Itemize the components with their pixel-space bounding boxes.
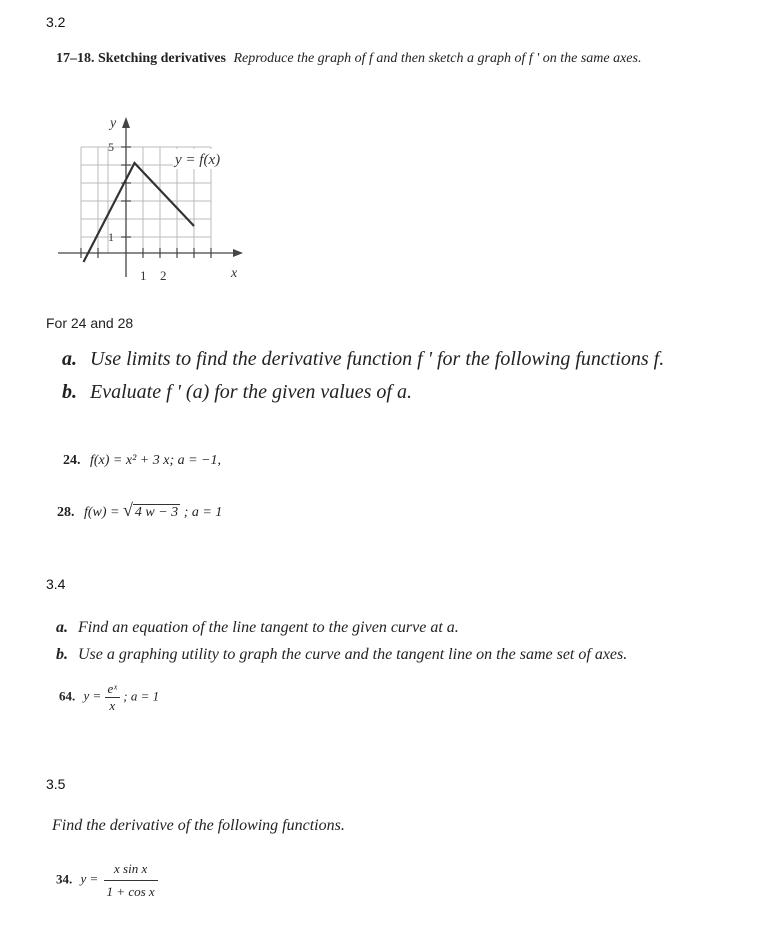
problem-34-lhs: y = — [80, 871, 99, 887]
sketch-problem-heading: Sketching derivatives — [98, 51, 226, 66]
instruction-a-label: a. — [62, 348, 77, 370]
instruction-a-3-4-label: a. — [56, 619, 68, 636]
problem-64-rest: ; a = 1 — [123, 688, 160, 704]
problem-64-lhs: y = — [83, 688, 102, 704]
curve-label: y = f(x) — [175, 152, 221, 168]
sketch-problem-statement — [56, 51, 641, 67]
sketch-problem-number: 17–18. — [56, 51, 95, 66]
instruction-a-text: Use limits to find the derivative function f ' for the following functions f. — [90, 348, 665, 370]
problem-34 — [56, 861, 158, 900]
instruction-b-3-4-label: b. — [56, 646, 68, 663]
problem-28-number: 28. — [57, 505, 75, 520]
instruction-a-3-4-text: Find an equation of the line tangent to the given curve at a. — [78, 619, 459, 636]
x-tick-label-1: 1 — [140, 268, 147, 283]
y-axis-label: y — [110, 116, 117, 131]
instruction-b-24-28 — [62, 381, 412, 404]
problem-24-expression: f(x) = x² + 3 x; a = −1, — [90, 453, 222, 468]
instruction-3-5: Find the derivative of the following functions. — [52, 817, 345, 834]
sketch-problem-instruction: Reproduce the graph of f and then sketch a graph of f ' on the same axes. — [233, 51, 642, 66]
problem-24 — [63, 453, 221, 469]
instruction-a-24-28 — [62, 348, 664, 371]
x-axis-arrow-icon — [233, 249, 243, 257]
problem-28-rest: ; a = 1 — [183, 505, 223, 520]
instruction-b-text: Evaluate f ' (a) for the given values of a. — [90, 381, 412, 403]
problem-64-numerator: eˣ — [107, 681, 117, 696]
instruction-b-3-4 — [56, 646, 627, 664]
problem-64-number: 64. — [59, 688, 76, 704]
problem-34-numerator: x sin x — [114, 861, 148, 876]
y-tick-label-1: 1 — [108, 230, 114, 244]
group-header-24-28: For 24 and 28 — [46, 315, 134, 331]
problem-28 — [57, 500, 222, 521]
graph-y-equals-f-of-x — [50, 105, 260, 285]
y-axis-arrow-icon — [122, 117, 130, 128]
section-heading-3-5: 3.5 — [46, 776, 66, 792]
x-tick-label-2: 2 — [160, 268, 167, 283]
radical-sign-icon: √ — [123, 500, 133, 520]
problem-64-fraction — [105, 681, 120, 714]
problem-34-number: 34. — [56, 871, 73, 887]
problem-34-denominator: 1 + cos x — [104, 880, 158, 900]
x-axis-label: x — [231, 266, 238, 281]
section-heading-3-4: 3.4 — [46, 576, 66, 592]
instruction-a-3-4 — [56, 619, 459, 637]
problem-34-fraction — [104, 861, 158, 900]
instruction-b-label: b. — [62, 381, 77, 403]
instruction-b-3-4-text: Use a graphing utility to graph the curve and the tangent line on the same set of axes. — [78, 646, 628, 663]
problem-64-denominator: x — [105, 697, 120, 714]
problem-28-radicand: 4 w − 3 — [134, 505, 179, 520]
problem-64 — [59, 681, 159, 714]
section-heading-3-2: 3.2 — [46, 14, 66, 30]
problem-28-lhs: f(w) = — [84, 505, 120, 520]
problem-24-number: 24. — [63, 453, 81, 468]
y-tick-label-5: 5 — [108, 140, 114, 154]
